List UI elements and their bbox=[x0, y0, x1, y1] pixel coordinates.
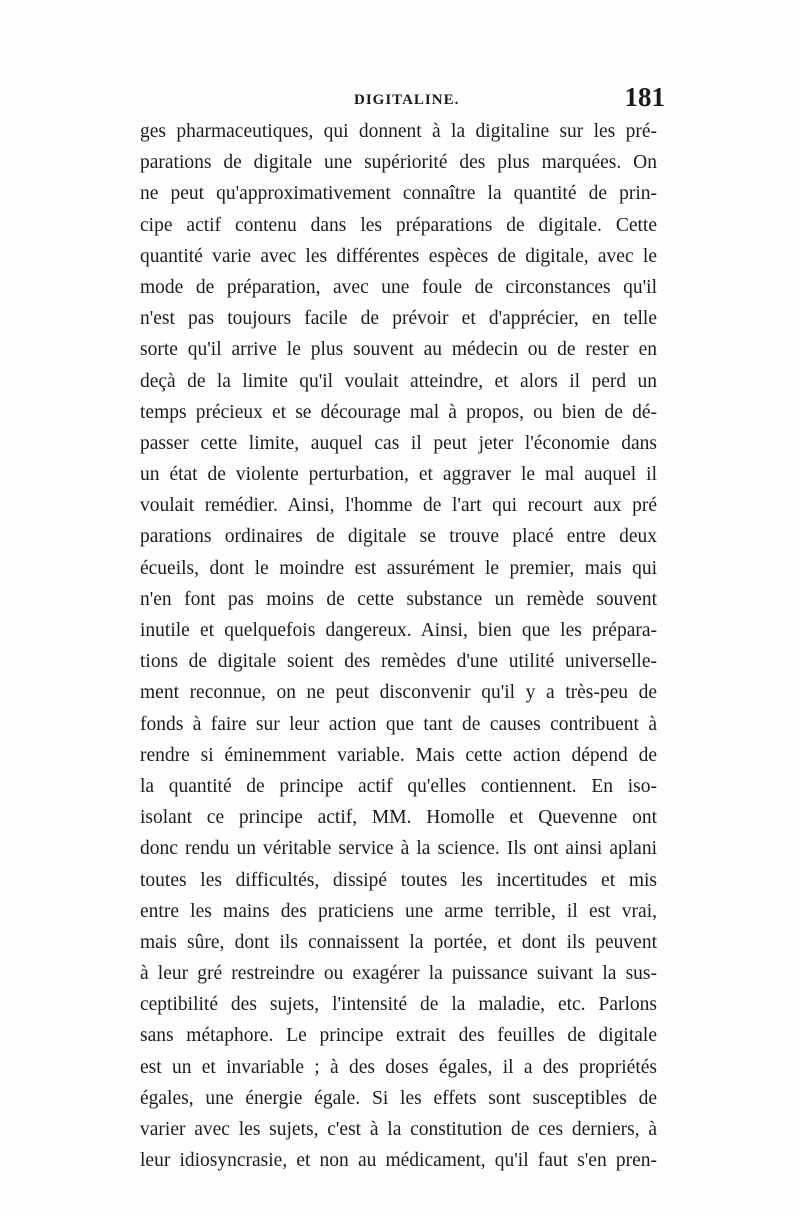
text-line: parations de digitale une supériorité des plus marquées. On bbox=[140, 152, 657, 174]
text-line: passer cette limite, auquel cas il peut jeter l'économie dans bbox=[140, 432, 657, 454]
text-line: ges pharmaceutiques, qui donnent à la digitaline sur les pré- bbox=[140, 121, 657, 142]
text-line: temps précieux et se décourage mal à propos, ou bien de dé- bbox=[140, 401, 657, 423]
text-line: deçà de la limite qu'il voulait atteindre, et alors il perd un bbox=[140, 370, 657, 392]
text-line: tions de digitale soient des remèdes d'une utilité universelle- bbox=[140, 651, 657, 673]
text-line: toutes les difficultés, dissipé toutes les incertitudes et mis bbox=[140, 869, 657, 891]
text-line: fonds à faire sur leur action que tant de causes contribuent à bbox=[140, 713, 657, 735]
text-line: n'en font pas moins de cette substance un remède souvent bbox=[140, 588, 657, 610]
running-title: DIGITALINE. bbox=[354, 92, 460, 108]
text-line: égales, une énergie égale. Si les effets sont susceptibles de bbox=[140, 1087, 657, 1109]
text-line: parations ordinaires de digitale se trouve placé entre deux bbox=[140, 526, 657, 548]
running-head bbox=[140, 78, 665, 118]
text-line: n'est pas toujours facile de prévoir et d'apprécier, en telle bbox=[140, 308, 657, 330]
text-line: leur idiosyncrasie, et non au médicament, qu'il faut s'en pren- bbox=[140, 1150, 657, 1172]
text-line: rendre si éminemment variable. Mais cette action dépend de bbox=[140, 744, 657, 766]
text-line: un état de violente perturbation, et aggraver le mal auquel il bbox=[140, 464, 657, 486]
text-line: cipe actif contenu dans les préparations de digitale. Cette bbox=[140, 214, 657, 236]
text-line: voulait remédier. Ainsi, l'homme de l'art qui recourt aux pré bbox=[140, 495, 657, 517]
text-line: mode de préparation, avec une foule de circonstances qu'il bbox=[140, 276, 657, 298]
text-line: quantité varie avec les différentes espèces de digitale, avec le bbox=[140, 245, 657, 267]
text-line: inutile et quelquefois dangereux. Ainsi, bien que les prépara- bbox=[140, 620, 657, 641]
body-text bbox=[140, 116, 657, 1176]
text-line: varier avec les sujets, c'est à la constitution de ces derniers, à bbox=[140, 1119, 657, 1140]
text-line: ne peut qu'approximativement connaître la quantité de prin- bbox=[140, 183, 657, 205]
text-line: sans métaphore. Le principe extrait des feuilles de digitale bbox=[140, 1025, 657, 1047]
text-line: sorte qu'il arrive le plus souvent au médecin ou de rester en bbox=[140, 339, 657, 361]
text-line: donc rendu un véritable service à la science. Ils ont ainsi aplani bbox=[140, 838, 657, 860]
text-line: isolant ce principe actif, MM. Homolle et Quevenne ont bbox=[140, 807, 657, 829]
text-line: mais sûre, dont ils connaissent la portée, et dont ils peuvent bbox=[140, 931, 657, 953]
text-line: ment reconnue, on ne peut disconvenir qu'il y a très-peu de bbox=[140, 682, 657, 704]
text-line: à leur gré restreindre ou exagérer la puissance suivant la sus- bbox=[140, 963, 657, 985]
text-line: entre les mains des praticiens une arme terrible, il est vrai, bbox=[140, 900, 657, 922]
text-line: est un et invariable ; à des doses égales, il a des propriétés bbox=[140, 1056, 657, 1078]
page-number: 181 bbox=[624, 82, 665, 112]
text-line: écueils, dont le moindre est assurément le premier, mais qui bbox=[140, 557, 657, 579]
text-line: la quantité de principe actif qu'elles contiennent. En iso- bbox=[140, 775, 657, 797]
text-line: ceptibilité des sujets, l'intensité de la maladie, etc. Parlons bbox=[140, 994, 657, 1016]
